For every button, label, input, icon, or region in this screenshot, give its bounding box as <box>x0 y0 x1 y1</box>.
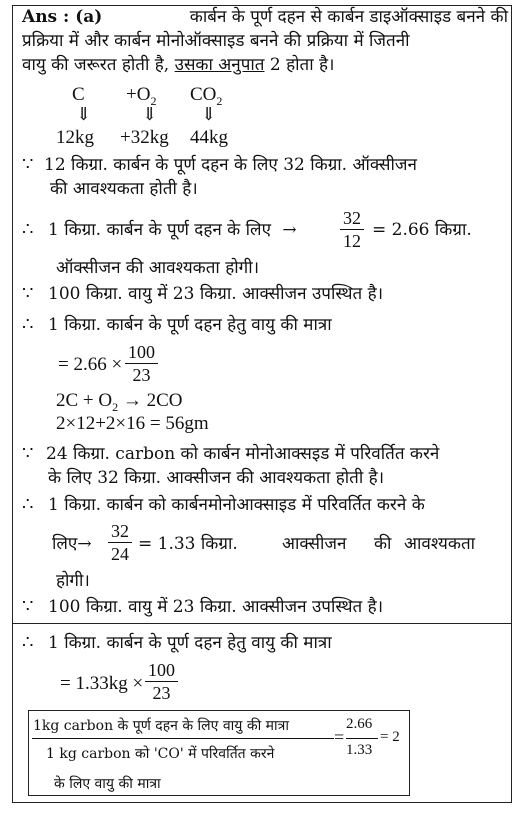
because-icon: ∵ <box>22 596 34 617</box>
reactant-carbon: C <box>72 84 85 105</box>
reaction-2: $2C + O_2 \to 2CO$ <box>56 390 183 414</box>
therefore-icon: ∴ <box>22 632 34 653</box>
down-arrow-icon: ⇓ <box>201 104 217 125</box>
therefore-icon: ∴ <box>22 219 34 240</box>
answer-label: Ans : (a) <box>22 7 103 27</box>
step6-line-1: ∴ 1 किग्रा. कार्बन को कार्बनमोनोआक्साइड में परिवर्तित करने के <box>22 494 425 515</box>
step6-word-ki: की <box>374 534 392 554</box>
ratio-fraction-bar <box>32 738 334 739</box>
ratio-value-den: 1.33 <box>346 742 373 758</box>
intro-line-2: प्रक्रिया में और कार्बन मोनोऑक्साइड बनने की प्रक्रिया में जितनी <box>22 31 410 51</box>
intro-line-1 <box>22 6 508 28</box>
step4-expr: = 2.66 × <box>58 354 123 375</box>
step6-word-need: आवश्यकता <box>404 534 476 554</box>
because-icon: ∵ <box>22 283 34 304</box>
right-arrow-icon: → <box>282 220 297 240</box>
ratio-equals: = <box>334 727 345 747</box>
ratio-phrase: उसका अनुपात <box>174 55 265 75</box>
step1-line-2: की आवश्यकता होती है। <box>50 179 198 199</box>
reaction-2-mass: 2×12+2×16 = 56gm <box>56 413 209 434</box>
section-divider <box>12 623 512 624</box>
ratio-denominator-2: के लिए वायु की मात्रा <box>54 776 161 792</box>
step7-line: ∵ 100 किग्रा. वायु में 23 किग्रा. आक्सीजन उपस्थित है। <box>22 596 384 617</box>
mass-carbon: 12kg <box>56 127 94 148</box>
down-arrow-icon: ⇓ <box>76 104 92 125</box>
step5-line-2: के लिए 32 किग्रा. आक्सीजन की आवश्यकता होती है। <box>48 468 385 488</box>
step2-result: = 2.66 किग्रा. <box>372 220 472 240</box>
step8-expr: = 1.33kg × <box>60 673 144 694</box>
step2-line-2: ऑक्सीजन की आवश्यकता होगी। <box>56 258 260 278</box>
reactant-oxygen: $+O_2$ <box>126 84 157 108</box>
fraction-32-12: 32 12 <box>340 207 364 252</box>
fraction-100-23: 100 23 <box>125 341 158 386</box>
step2-line-1: ∴ 1 किग्रा. कार्बन के पूर्ण दहन के लिए → <box>22 219 297 240</box>
therefore-icon: ∴ <box>22 314 34 335</box>
because-icon: ∵ <box>22 443 34 464</box>
ratio-denominator-1: 1 kg carbon को 'CO' में परिवर्तित करने <box>46 746 275 762</box>
ratio-value-num: 2.66 <box>346 716 373 732</box>
step8-line: ∴ 1 किग्रा. कार्बन के पूर्ण दहन हेतु वायु की मात्रा <box>22 632 332 653</box>
down-arrow-icon: ⇓ <box>142 104 158 125</box>
right-arrow-icon: → <box>77 534 92 554</box>
therefore-icon: ∴ <box>22 494 34 515</box>
step3-line: ∵ 100 किग्रा. वायु में 23 किग्रा. आक्सीजन उपस्थित है। <box>22 283 384 304</box>
step6-line-3: होगी। <box>56 571 90 591</box>
because-icon: ∵ <box>22 154 34 175</box>
fraction-32-24: 32 24 <box>108 520 132 565</box>
mass-oxygen: +32kg <box>120 127 169 148</box>
product-co2: $CO_2$ <box>190 84 223 108</box>
ratio-result: = 2 <box>380 729 400 745</box>
step1-line-1: ∵ 12 किग्रा. कार्बन के पूर्ण दहन के लिए 32 किग्रा. ऑक्सीजन <box>22 154 417 175</box>
step4-line: ∴ 1 किग्रा. कार्बन के पूर्ण दहन हेतु वायु की मात्रा <box>22 314 332 335</box>
ratio-value-bar <box>346 738 378 739</box>
intro-line-3: वायु की जरूरत होती है, उसका अनुपात 2 होता है। <box>22 55 335 75</box>
step6-word-oxygen: आक्सीजन <box>282 534 347 554</box>
fraction-100-23-b: 100 23 <box>145 659 178 704</box>
ratio-numerator: 1kg carbon के पूर्ण दहन के लिए वायु की मात्रा <box>33 718 290 734</box>
intro-text-1: कार्बन के पूर्ण दहन से कार्बन डाइऑक्साइड बनने की <box>189 7 508 27</box>
mass-co2: 44kg <box>190 127 228 148</box>
step5-line-1: ∵ 24 किग्रा. carbon को कार्बन मोनोआक्सइड में परिवर्तित करने <box>22 443 440 464</box>
step6-result: = 1.33 किग्रा. <box>138 534 238 554</box>
step6-prefix: लिए→ <box>52 534 92 554</box>
